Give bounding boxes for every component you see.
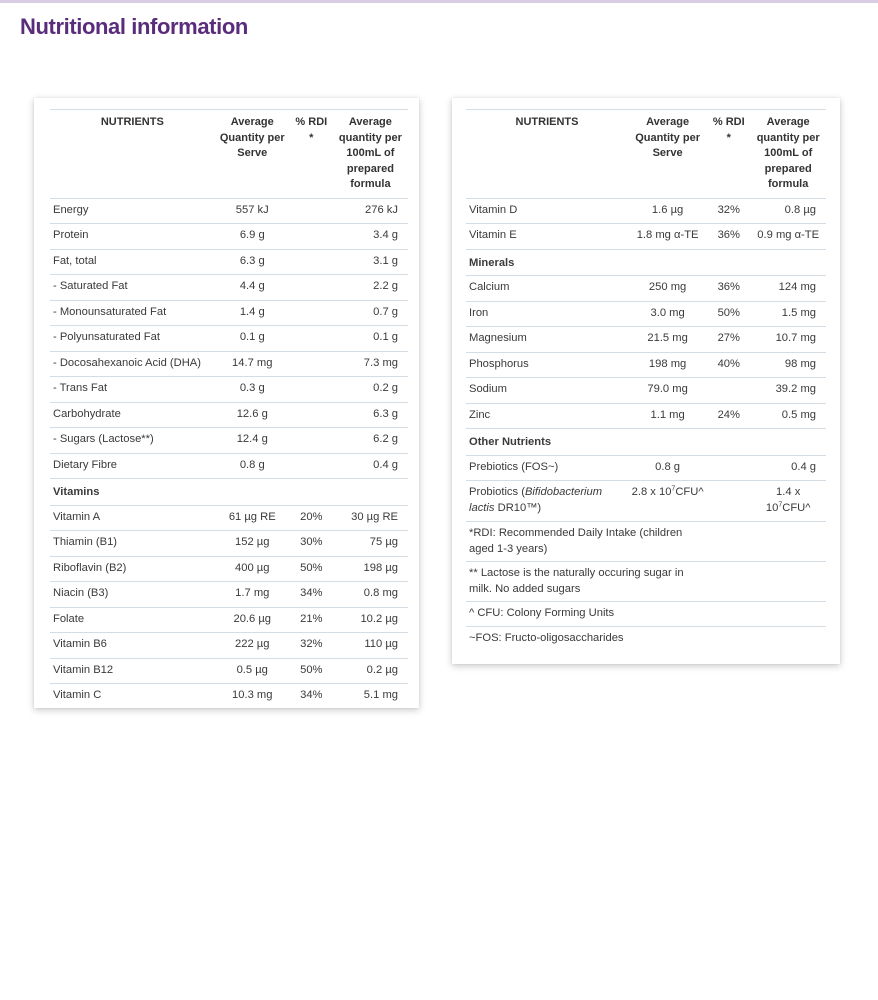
rdi-value: [707, 455, 750, 481]
footnote-fos: ~FOS: Fructo-oligosaccharides: [469, 631, 624, 644]
table-row: [50, 453, 408, 479]
per-serve-value: 1.8 mg α-TE: [628, 224, 707, 250]
footnote-spacer: [750, 602, 826, 627]
qty-unit: CFU^: [675, 486, 704, 498]
table-row: [50, 224, 408, 250]
footnote-row: [466, 602, 826, 627]
table-row: [50, 377, 408, 403]
nutrient-name: Fat, total: [50, 249, 215, 275]
table-row: [50, 505, 408, 531]
per-100ml-value: 0.5 mg: [750, 403, 826, 429]
per-serve-value: 198 mg: [628, 352, 707, 378]
rdi-value: 20%: [290, 505, 333, 531]
rdi-value: [290, 249, 333, 275]
table-row: [50, 402, 408, 428]
table-row: [50, 326, 408, 352]
nutrient-name: Phosphorus: [466, 352, 628, 378]
rdi-value: [290, 198, 333, 224]
table-row: [50, 582, 408, 608]
per-serve-value: 250 mg: [628, 276, 707, 302]
rdi-value: [290, 377, 333, 403]
table-row: [50, 684, 408, 709]
header-per-serve: Average Quantity per Serve: [628, 110, 707, 199]
per-100ml-value: 98 mg: [750, 352, 826, 378]
page-title: Nutritional information: [20, 14, 248, 39]
table-row: [466, 378, 826, 404]
nutrient-name: - Monounsaturated Fat: [50, 300, 215, 326]
nutrient-name: Vitamin E: [466, 224, 628, 250]
per-serve-value: 3.0 mg: [628, 301, 707, 327]
table-row: [466, 327, 826, 353]
per100-base: 1.4 x 10: [765, 486, 801, 514]
table-row: [466, 224, 826, 250]
table-row: [466, 301, 826, 327]
table-row: [50, 556, 408, 582]
rdi-value: [290, 351, 333, 377]
table-header-row: [466, 110, 826, 199]
header-per-serve: Average Quantity per Serve: [215, 110, 290, 199]
per-100ml-value: 198 µg: [333, 556, 408, 582]
table-header-row: [50, 110, 408, 199]
header-nutrients: NUTRIENTS: [466, 110, 628, 199]
table-row: [466, 198, 826, 224]
per-serve-value: 12.6 g: [215, 402, 290, 428]
per-100ml-value: 0.8 mg: [333, 582, 408, 608]
qty-base: 2.8 x 10: [631, 486, 672, 498]
rdi-value: 30%: [290, 531, 333, 557]
probiotics-strain: Bifidobacterium lactis: [469, 486, 603, 514]
per-serve-value: 0.1 g: [215, 326, 290, 352]
nutrient-name: Zinc: [466, 403, 628, 429]
per-100ml-value: 10.7 mg: [750, 327, 826, 353]
per-serve-value: 0.8 g: [628, 455, 707, 481]
per-serve-value: 21.5 mg: [628, 327, 707, 353]
nutrient-name: Folate: [50, 607, 215, 633]
nutrient-name: Calcium: [466, 276, 628, 302]
nutrient-name: Energy: [50, 198, 215, 224]
section-label: Vitamins: [50, 479, 408, 506]
per-100ml-value: 3.1 g: [333, 249, 408, 275]
rdi-value: 32%: [707, 198, 750, 224]
table-row: [50, 300, 408, 326]
section-row-vitamins: [50, 479, 408, 506]
footnote-spacer: [707, 522, 826, 562]
per-serve-value: 79.0 mg: [628, 378, 707, 404]
per-100ml-value: 0.4 g: [333, 453, 408, 479]
rdi-value: [290, 275, 333, 301]
nutrient-name: - Polyunsaturated Fat: [50, 326, 215, 352]
rdi-value: 34%: [300, 689, 323, 701]
header-nutrients: NUTRIENTS: [50, 110, 215, 199]
per-100ml-value: [750, 481, 826, 522]
qty-exponent: 7: [671, 485, 676, 493]
per-serve-value: 1.7 mg: [215, 582, 290, 608]
per-100ml-value: 5.1 mg: [363, 689, 398, 701]
nutrient-name: Riboflavin (B2): [50, 556, 215, 582]
rdi-value: [707, 481, 750, 522]
nutrient-name: Vitamin B6: [50, 633, 215, 659]
per-100ml-value: 75 µg: [333, 531, 408, 557]
nutrient-name: Dietary Fibre: [50, 453, 215, 479]
rdi-value: [290, 326, 333, 352]
nutrient-name: Magnesium: [466, 327, 628, 353]
per-serve-value: 6.3 g: [215, 249, 290, 275]
per-100ml-value: 39.2 mg: [750, 378, 826, 404]
per-serve-value: 0.3 g: [215, 377, 290, 403]
nutrition-table-right: [466, 109, 826, 650]
nutrient-name: Protein: [50, 224, 215, 250]
rdi-value: [707, 378, 750, 404]
per-serve-value: 400 µg: [215, 556, 290, 582]
table-row: [466, 455, 826, 481]
per-100ml-value: 0.9 mg α-TE: [750, 224, 826, 250]
footnote-spacer: [707, 562, 826, 602]
per-100ml-value: 3.4 g: [333, 224, 408, 250]
footnote-rdi: *RDI: Recommended Daily Intake (children aged 1-3 years): [466, 522, 707, 562]
table-row: [50, 531, 408, 557]
per-100ml-value: 6.2 g: [333, 428, 408, 454]
rdi-value: 40%: [707, 352, 750, 378]
table-row: [466, 352, 826, 378]
per-serve-value: 6.9 g: [215, 224, 290, 250]
nutrition-table-card-right: [452, 98, 840, 664]
nutrient-name: Prebiotics (FOS~): [466, 455, 628, 481]
rdi-value: [290, 300, 333, 326]
table-row: [50, 249, 408, 275]
table-row: [466, 403, 826, 429]
footnote-row: [466, 626, 826, 650]
footnote-row: [466, 522, 826, 562]
rdi-value: 34%: [290, 582, 333, 608]
per-100ml-value: 276 kJ: [333, 198, 408, 224]
footnote-lactose: ** Lactose is the naturally occuring sugar in milk. No added sugars: [466, 562, 707, 602]
nutrient-name: - Saturated Fat: [50, 275, 215, 301]
rdi-value: [290, 402, 333, 428]
per100-unit: CFU^: [782, 501, 811, 514]
rdi-value: 21%: [290, 607, 333, 633]
per-serve-value: 152 µg: [215, 531, 290, 557]
per-serve-value: 222 µg: [215, 633, 290, 659]
per-100ml-value: 0.4 g: [750, 455, 826, 481]
nutrient-name: Thiamin (B1): [50, 531, 215, 557]
footnote-spacer: [750, 626, 826, 650]
top-accent-bar: [0, 0, 878, 3]
per-serve-value: 557 kJ: [215, 198, 290, 224]
probiotics-prefix: Probiotics (: [469, 486, 525, 498]
header-per-100ml: Average quantity per 100mL of prepared formula: [333, 110, 408, 199]
nutrition-table-card-left: [34, 98, 419, 708]
nutrient-name: Vitamin A: [50, 505, 215, 531]
per-100ml-value: 110 µg: [333, 633, 408, 659]
nutrient-name: Sodium: [466, 378, 628, 404]
table-row: [50, 428, 408, 454]
header-rdi: % RDI *: [707, 110, 750, 199]
nutrient-name: Vitamin B12: [50, 658, 215, 684]
nutrient-name: - Trans Fat: [50, 377, 215, 403]
nutrient-name: Niacin (B3): [50, 582, 215, 608]
rdi-value: 36%: [707, 276, 750, 302]
per-100ml-value: 1.5 mg: [750, 301, 826, 327]
nutrient-name: Carbohydrate: [50, 402, 215, 428]
per-serve-value: 12.4 g: [215, 428, 290, 454]
header-rdi: % RDI *: [290, 110, 333, 199]
rdi-value: [290, 428, 333, 454]
per-100ml-value: 7.3 mg: [333, 351, 408, 377]
nutrient-name: - Sugars (Lactose**): [50, 428, 215, 454]
per-serve-value: 20.6 µg: [215, 607, 290, 633]
header-per-100ml: Average quantity per 100mL of prepared formula: [750, 110, 826, 199]
nutrient-name: Vitamin C: [53, 689, 102, 701]
per-100ml-value: 0.7 g: [333, 300, 408, 326]
footnote-cfu: ^ CFU: Colony Forming Units: [466, 602, 750, 627]
per-serve-value: 1.1 mg: [628, 403, 707, 429]
footnote-row: [466, 562, 826, 602]
rdi-value: 36%: [707, 224, 750, 250]
rdi-value: 27%: [707, 327, 750, 353]
per-100ml-value: 124 mg: [750, 276, 826, 302]
per-100ml-value: 0.2 g: [333, 377, 408, 403]
table-row-probiotics: [466, 481, 826, 522]
table-row: [466, 276, 826, 302]
table-row: [50, 275, 408, 301]
per-serve-value: 10.3 mg: [232, 689, 273, 701]
per-100ml-value: 0.1 g: [333, 326, 408, 352]
per-100ml-value: 0.8 µg: [750, 198, 826, 224]
section-row-minerals: [466, 249, 826, 276]
table-row: [50, 658, 408, 684]
table-row: [50, 633, 408, 659]
rdi-value: [290, 453, 333, 479]
table-row: [50, 351, 408, 377]
table-row: [50, 607, 408, 633]
per-serve-value: 4.4 g: [215, 275, 290, 301]
probiotics-suffix: DR10™): [494, 501, 542, 514]
rdi-value: 32%: [290, 633, 333, 659]
per-100ml-value: 0.2 µg: [333, 658, 408, 684]
rdi-value: 24%: [707, 403, 750, 429]
per-serve-value: 1.6 µg: [628, 198, 707, 224]
nutrient-name: Vitamin D: [466, 198, 628, 224]
section-label: Minerals: [466, 249, 826, 276]
per-100ml-value: 30 µg RE: [333, 505, 408, 531]
rdi-value: [290, 224, 333, 250]
per-100ml-value: 2.2 g: [333, 275, 408, 301]
per-100ml-value: 6.3 g: [333, 402, 408, 428]
nutrition-table-left: [50, 109, 408, 709]
section-label: Other Nutrients: [466, 429, 826, 456]
rdi-value: 50%: [707, 301, 750, 327]
per-serve-value: 61 µg RE: [215, 505, 290, 531]
section-row-other-nutrients: [466, 429, 826, 456]
per-100ml-value: 10.2 µg: [333, 607, 408, 633]
rdi-value: 50%: [290, 658, 333, 684]
table-row: [50, 198, 408, 224]
per-serve-value: [628, 481, 707, 522]
nutrient-name: - Docosahexanoic Acid (DHA): [50, 351, 215, 377]
per100-exponent: 7: [778, 500, 783, 508]
per-serve-value: 1.4 g: [215, 300, 290, 326]
nutrient-name: [466, 481, 628, 522]
rdi-value: 50%: [290, 556, 333, 582]
per-serve-value: 0.8 g: [215, 453, 290, 479]
per-serve-value: 14.7 mg: [215, 351, 290, 377]
nutrient-name: Iron: [466, 301, 628, 327]
per-serve-value: 0.5 µg: [215, 658, 290, 684]
